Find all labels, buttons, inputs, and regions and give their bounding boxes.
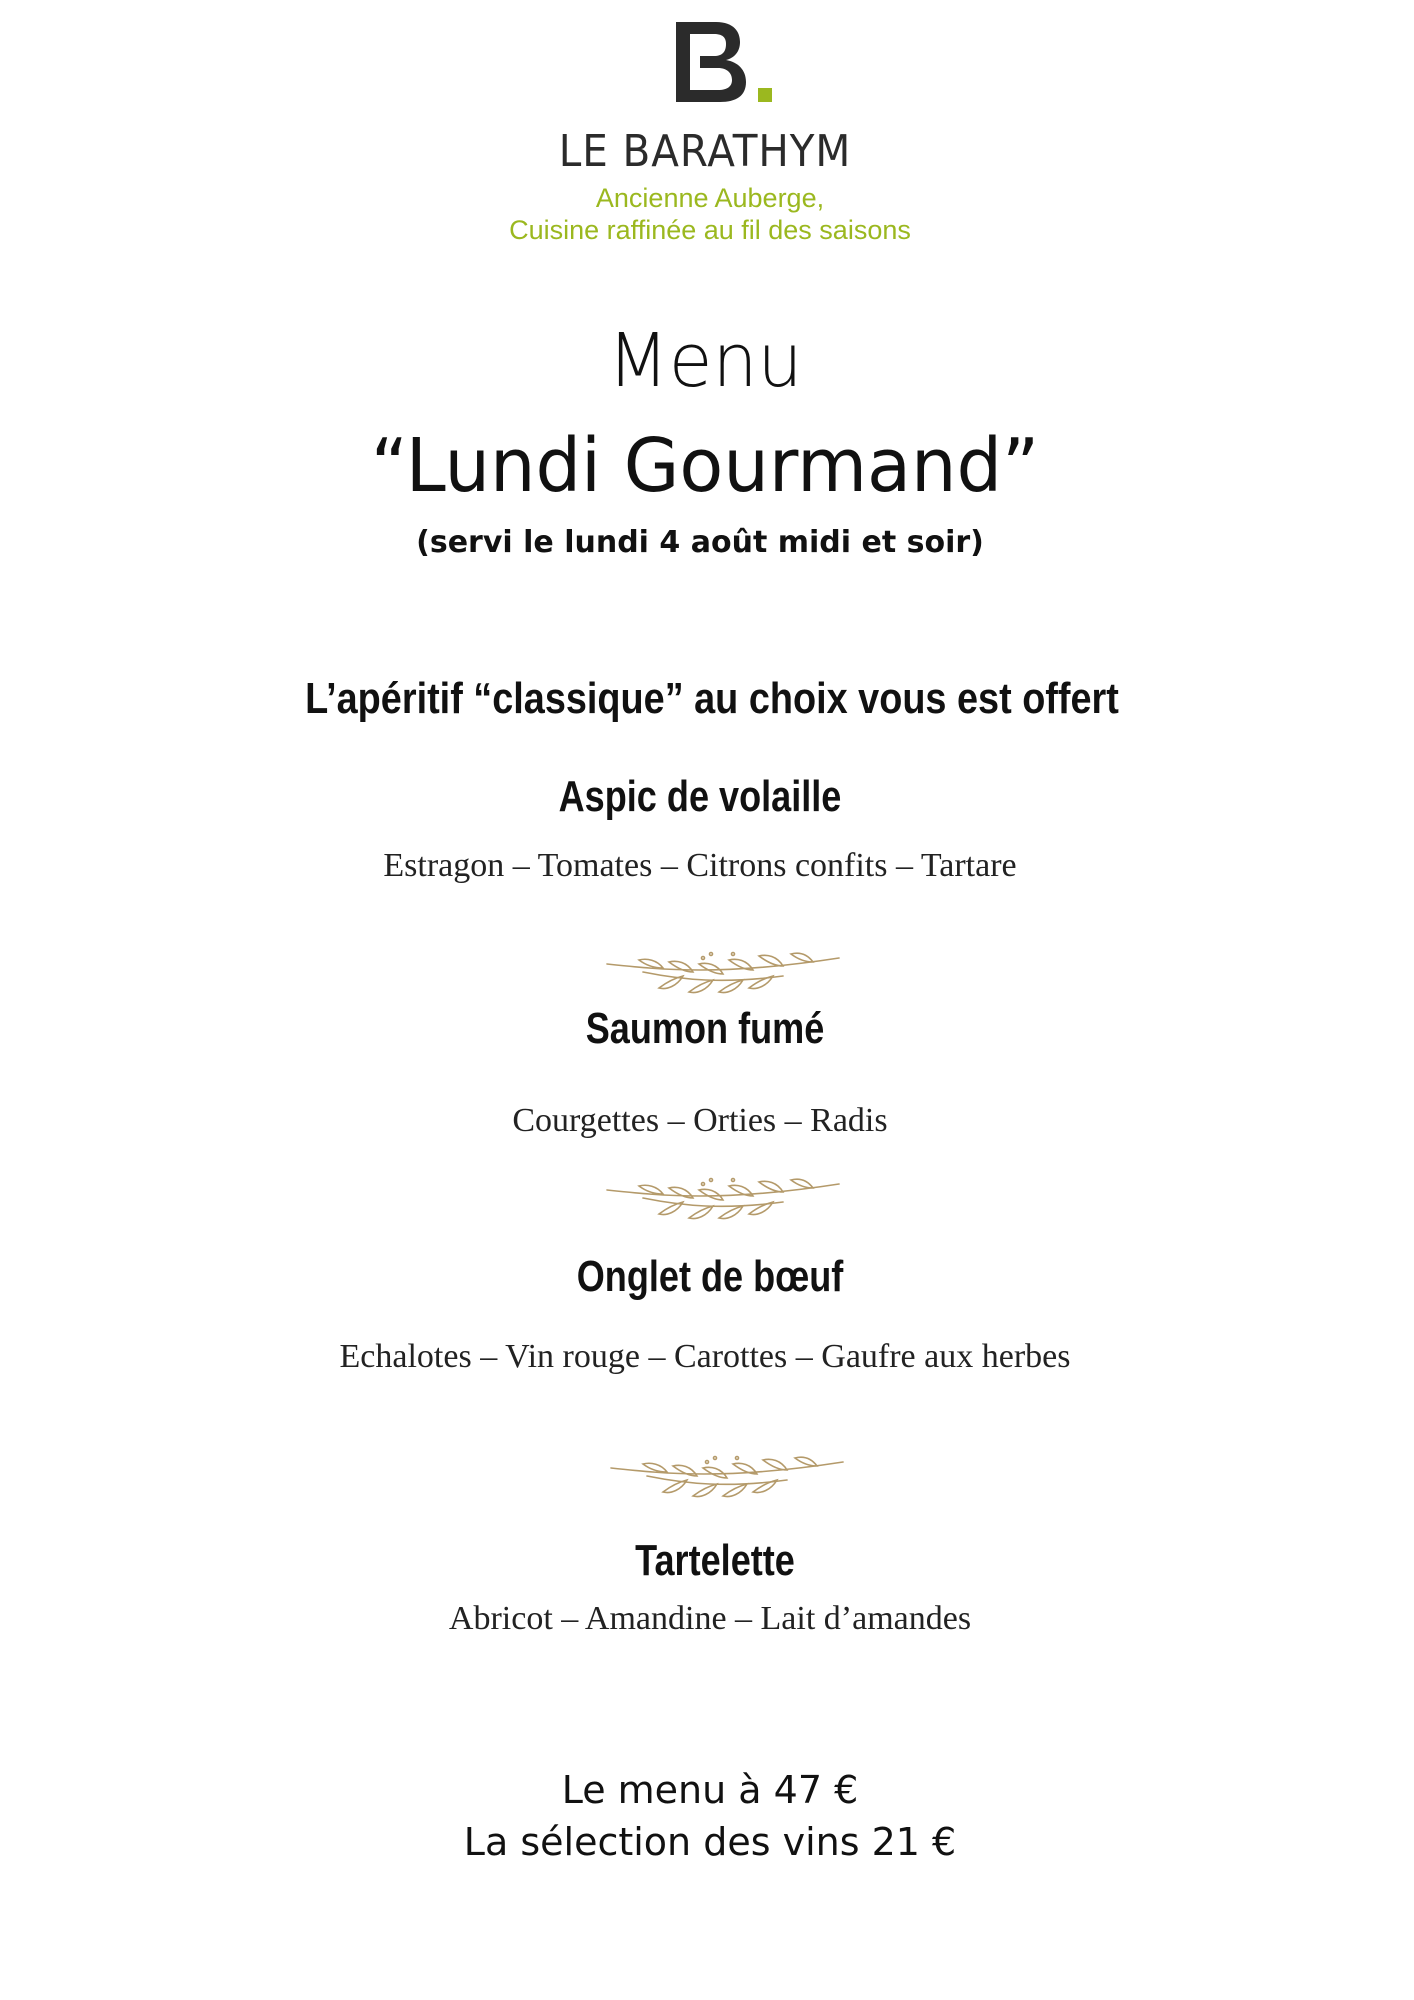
dish-name: Onglet de bœuf [576,1252,844,1301]
service-note: (servi le lundi 4 août midi et soir) [416,525,984,560]
aperitif-note: L’apéritif “classique” au choix vous est offert [305,674,1119,723]
laurel-sprig-icon [603,1176,843,1222]
dish-description: Echalotes – Vin rouge – Carottes – Gaufre aux herbes [339,1338,1071,1375]
dish-name: Saumon fumé [585,1004,825,1053]
brand-logo-icon [676,22,776,104]
dish-name: Aspic de volaille [558,772,842,821]
wine-price: La sélection des vins 21 € [463,1820,957,1864]
tagline-line-2: Cuisine raffinée au fil des saisons [509,215,911,245]
brand-name: LE BARATHYM [558,126,852,177]
menu-subtitle: “Lundi Gourmand” [370,423,1040,509]
menu-price: Le menu à 47 € [561,1768,859,1812]
laurel-sprig-icon [603,950,843,996]
menu-title: Menu [607,318,803,404]
dish-description: Abricot – Amandine – Lait d’amandes [448,1600,972,1637]
dish-description: Estragon – Tomates – Citrons confits – Tartare [383,847,1017,884]
laurel-sprig-icon [607,1454,847,1500]
tagline-line-1: Ancienne Auberge, [595,183,825,213]
dish-name: Tartelette [635,1536,795,1585]
dish-description: Courgettes – Orties – Radis [512,1102,888,1139]
